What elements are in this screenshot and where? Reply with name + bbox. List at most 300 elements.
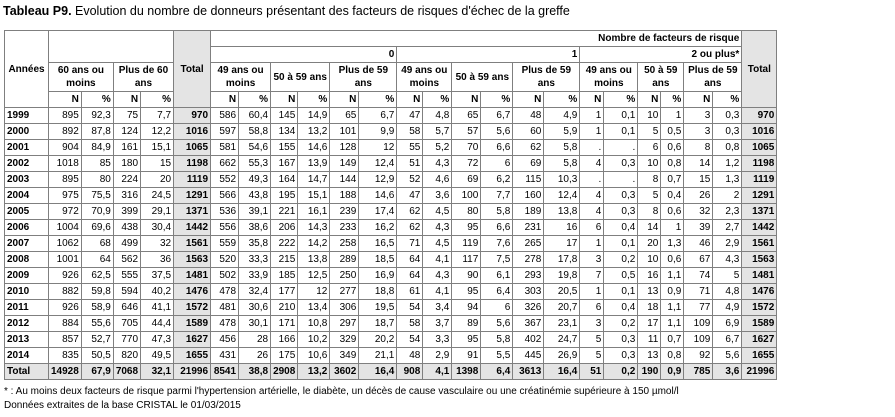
table-cell: 0,7: [661, 332, 684, 348]
table-cell: 52: [397, 172, 423, 188]
table-cell: 62,5: [81, 268, 113, 284]
table-cell: 7,7: [481, 188, 513, 204]
table-row: [5, 188, 777, 204]
total-row: [5, 364, 777, 380]
header-plus-60: Plus de 60 ans: [113, 63, 173, 92]
table-cell: 5,8: [544, 140, 580, 156]
table-cell: 1,1: [661, 316, 684, 332]
table-cell: 1004: [49, 220, 82, 236]
table-cell: 3,7: [423, 316, 452, 332]
row-label: 2008: [5, 252, 49, 268]
table-cell: 278: [513, 252, 544, 268]
table-cell: 10: [638, 108, 661, 124]
table-cell: 6: [481, 300, 513, 316]
table-cell: 19,8: [544, 268, 580, 284]
header-f0-plus-59: Plus de 59 ans: [330, 63, 397, 92]
table-cell: 5,8: [481, 332, 513, 348]
table-cell: 14,9: [298, 108, 330, 124]
table-cell: 67: [684, 252, 713, 268]
table-cell: 13,8: [298, 252, 330, 268]
table-cell: 175: [271, 348, 298, 364]
header-f0-49-moins: 49 ans ou moins: [211, 63, 271, 92]
table-cell: 23,1: [544, 316, 580, 332]
table-cell: .: [604, 172, 638, 188]
table-cell: 37,5: [141, 268, 174, 284]
header-pct: %: [423, 92, 452, 108]
row-total: 1589: [174, 316, 211, 332]
table-cell: 128: [330, 140, 359, 156]
table-cell: 189: [513, 204, 544, 220]
table-cell: 14928: [49, 364, 82, 380]
header-n: N: [211, 92, 239, 108]
table-cell: 1,2: [713, 156, 742, 172]
table-cell: 4,5: [423, 236, 452, 252]
table-cell: 33,3: [239, 252, 271, 268]
row-label: 2006: [5, 220, 49, 236]
table-cell: 0,5: [661, 124, 684, 140]
row-total: 1563: [174, 252, 211, 268]
table-cell: 24,5: [141, 188, 174, 204]
table-cell: 297: [330, 316, 359, 332]
table-cell: 13: [638, 284, 661, 300]
table-cell: 233: [330, 220, 359, 236]
table-cell: 20: [638, 236, 661, 252]
table-cell: 54: [397, 300, 423, 316]
table-cell: 478: [211, 316, 239, 332]
table-cell: 1001: [49, 252, 82, 268]
table-cell: 1: [580, 236, 604, 252]
table-cell: 19,5: [359, 300, 397, 316]
table-cell: 0,1: [604, 236, 638, 252]
table-cell: 14,7: [298, 172, 330, 188]
table-cell: 478: [211, 284, 239, 300]
table-row: [5, 108, 777, 124]
header-pct: %: [481, 92, 513, 108]
table-cell: 10,3: [544, 172, 580, 188]
table-cell: 101: [330, 124, 359, 140]
table-cell: 8: [638, 204, 661, 220]
table-cell: 16,5: [359, 236, 397, 252]
table-cell: 10,8: [298, 316, 330, 332]
table-cell: 329: [330, 332, 359, 348]
table-cell: 41,1: [141, 300, 174, 316]
table-cell: 399: [113, 204, 140, 220]
table-cell: 16: [544, 220, 580, 236]
table-cell: 95: [452, 284, 481, 300]
row-label: 2010: [5, 284, 49, 300]
table-cell: 92,3: [81, 108, 113, 124]
row-total: 1016: [742, 124, 777, 140]
table-cell: 289: [330, 252, 359, 268]
table-cell: 3,6: [713, 364, 742, 380]
row-total: 970: [742, 108, 777, 124]
table-cell: 55,3: [239, 156, 271, 172]
table-cell: 4,8: [713, 284, 742, 300]
table-cell: 62: [397, 204, 423, 220]
table-cell: 5,6: [713, 348, 742, 364]
table-cell: 1018: [49, 156, 82, 172]
table-cell: 6: [580, 220, 604, 236]
table-cell: 13,9: [298, 156, 330, 172]
table-cell: 119: [452, 236, 481, 252]
table-cell: 13,2: [298, 124, 330, 140]
table-cell: 892: [49, 124, 82, 140]
table-cell: 58,8: [239, 124, 271, 140]
table-cell: 0,1: [604, 284, 638, 300]
header-pct: %: [239, 92, 271, 108]
header-60-moins: 60 ans ou moins: [49, 63, 114, 92]
table-cell: 536: [211, 204, 239, 220]
table-cell: 95: [452, 220, 481, 236]
table-cell: 277: [330, 284, 359, 300]
table-cell: 117: [452, 252, 481, 268]
table-row: [5, 284, 777, 300]
table-cell: 326: [513, 300, 544, 316]
table-cell: 581: [211, 140, 239, 156]
table-cell: 10: [638, 156, 661, 172]
table-cell: .: [604, 140, 638, 156]
table-cell: 4,8: [423, 108, 452, 124]
table-cell: 6,4: [481, 284, 513, 300]
row-label: 2005: [5, 204, 49, 220]
table-cell: 7,5: [481, 252, 513, 268]
table-cell: 4,9: [544, 108, 580, 124]
table-cell: 14,3: [298, 220, 330, 236]
table-cell: 6,9: [713, 316, 742, 332]
header-n: N: [452, 92, 481, 108]
table-cell: 43,8: [239, 188, 271, 204]
table-cell: 6,7: [481, 108, 513, 124]
table-cell: 160: [513, 188, 544, 204]
row-total: 1572: [174, 300, 211, 316]
row-total: 1119: [174, 172, 211, 188]
row-total: 1291: [742, 188, 777, 204]
row-label: 2007: [5, 236, 49, 252]
table-cell: 109: [684, 316, 713, 332]
table-cell: 49,5: [141, 348, 174, 364]
table-cell: 15: [684, 172, 713, 188]
row-label: 2000: [5, 124, 49, 140]
table-cell: 904: [49, 140, 82, 156]
table-cell: 0,3: [604, 156, 638, 172]
table-cell: 84,9: [81, 140, 113, 156]
table-cell: 4: [580, 204, 604, 220]
table-title-label: Tableau P9.: [3, 4, 72, 18]
table-cell: 185: [271, 268, 298, 284]
row-total: 1476: [174, 284, 211, 300]
table-cell: 13,4: [298, 300, 330, 316]
table-cell: 303: [513, 284, 544, 300]
table-row: [5, 204, 777, 220]
table-cell: 61: [397, 284, 423, 300]
table-cell: 71: [684, 284, 713, 300]
table-cell: 15,1: [298, 188, 330, 204]
table-cell: 265: [513, 236, 544, 252]
table-cell: 306: [330, 300, 359, 316]
table-cell: 55: [397, 140, 423, 156]
table-cell: 35,8: [239, 236, 271, 252]
table-cell: 30,6: [239, 300, 271, 316]
table-cell: 481: [211, 300, 239, 316]
table-cell: 48: [397, 348, 423, 364]
table-cell: 177: [271, 284, 298, 300]
table-cell: 91: [452, 348, 481, 364]
header-pct: %: [298, 92, 330, 108]
table-cell: 445: [513, 348, 544, 364]
table-row: [5, 156, 777, 172]
table-cell: 95: [452, 332, 481, 348]
table-cell: 5,5: [481, 348, 513, 364]
table-cell: 594: [113, 284, 140, 300]
row-total: 1198: [174, 156, 211, 172]
table-row: [5, 220, 777, 236]
table-cell: 16,1: [298, 204, 330, 220]
row-total: 1442: [742, 220, 777, 236]
table-cell: 17,4: [359, 204, 397, 220]
table-cell: 33,9: [239, 268, 271, 284]
table-cell: 144: [330, 172, 359, 188]
table-cell: 6,4: [481, 364, 513, 380]
table-cell: 972: [49, 204, 82, 220]
table-cell: 75,5: [81, 188, 113, 204]
table-cell: 7,6: [481, 236, 513, 252]
table-cell: 3: [580, 252, 604, 268]
table-cell: 4,1: [423, 284, 452, 300]
table-cell: 402: [513, 332, 544, 348]
table-cell: 1: [661, 220, 684, 236]
table-cell: 0,6: [661, 204, 684, 220]
table-cell: 3: [684, 124, 713, 140]
table-cell: 705: [113, 316, 140, 332]
table-cell: 0,3: [604, 332, 638, 348]
table-cell: 884: [49, 316, 82, 332]
row-total: 1561: [174, 236, 211, 252]
table-cell: 12: [298, 284, 330, 300]
table-cell: 1,1: [661, 300, 684, 316]
table-cell: 62: [513, 140, 544, 156]
table-cell: 38,6: [239, 220, 271, 236]
table-cell: 556: [211, 220, 239, 236]
table-cell: 502: [211, 268, 239, 284]
header-pct: %: [604, 92, 638, 108]
table-cell: 3: [580, 316, 604, 332]
table-cell: 145: [271, 108, 298, 124]
table-cell: 14,6: [359, 188, 397, 204]
row-total: 1371: [742, 204, 777, 220]
table-cell: 64: [81, 252, 113, 268]
table-cell: 7068: [113, 364, 140, 380]
table-cell: 32,1: [141, 364, 174, 380]
header-n: N: [49, 92, 82, 108]
table-cell: 10: [638, 252, 661, 268]
table-cell: 1: [580, 108, 604, 124]
table-cell: 20,5: [544, 284, 580, 300]
table-cell: 1: [580, 124, 604, 140]
donor-risk-table: [4, 30, 777, 380]
table-cell: 2,9: [713, 236, 742, 252]
table-cell: 5,8: [544, 156, 580, 172]
table-cell: 231: [513, 220, 544, 236]
table-cell: 5,6: [481, 316, 513, 332]
table-cell: 431: [211, 348, 239, 364]
table-cell: 47: [397, 108, 423, 124]
row-label: 2009: [5, 268, 49, 284]
table-cell: 5,7: [423, 124, 452, 140]
table-cell: 0,4: [604, 300, 638, 316]
table-cell: 171: [271, 316, 298, 332]
table-cell: 39,1: [239, 204, 271, 220]
table-cell: 74: [684, 268, 713, 284]
row-total: 1481: [174, 268, 211, 284]
table-cell: 6,6: [481, 220, 513, 236]
table-cell: .: [580, 140, 604, 156]
table-cell: 26: [239, 348, 271, 364]
table-cell: 882: [49, 284, 82, 300]
table-cell: 58: [397, 124, 423, 140]
row-label: 2014: [5, 348, 49, 364]
table-cell: 20: [141, 172, 174, 188]
table-cell: 8: [684, 140, 713, 156]
table-cell: 6,2: [481, 172, 513, 188]
table-cell: 1,1: [661, 268, 684, 284]
header-pct: %: [713, 92, 742, 108]
table-cell: 0,3: [713, 108, 742, 124]
table-cell: 224: [113, 172, 140, 188]
table-cell: 14: [638, 220, 661, 236]
table-cell: 5: [713, 268, 742, 284]
row-total: 1291: [174, 188, 211, 204]
table-cell: 0,4: [661, 188, 684, 204]
table-cell: 222: [271, 236, 298, 252]
table-cell: 26: [684, 188, 713, 204]
table-cell: 40,2: [141, 284, 174, 300]
table-cell: 92: [684, 348, 713, 364]
table-cell: 51: [580, 364, 604, 380]
table-cell: 17: [638, 316, 661, 332]
table-cell: 4,1: [423, 364, 452, 380]
table-row: [5, 300, 777, 316]
header-total-left: Total: [174, 31, 211, 108]
table-cell: 1: [580, 284, 604, 300]
table-cell: 895: [49, 108, 82, 124]
table-cell: 785: [684, 364, 713, 380]
table-cell: 47: [397, 188, 423, 204]
table-cell: 926: [49, 300, 82, 316]
table-cell: 4: [580, 188, 604, 204]
table-cell: 4,3: [423, 220, 452, 236]
table-cell: 12,9: [359, 172, 397, 188]
table-cell: 12,5: [298, 268, 330, 284]
table-cell: 36: [141, 252, 174, 268]
table-cell: 499: [113, 236, 140, 252]
table-cell: 0,8: [713, 140, 742, 156]
header-f1-50-59: 50 à 59 ans: [452, 63, 513, 92]
table-cell: 1398: [452, 364, 481, 380]
table-cell: 597: [211, 124, 239, 140]
table-cell: 13,8: [544, 204, 580, 220]
table-cell: 55,6: [81, 316, 113, 332]
table-cell: 1: [661, 108, 684, 124]
header-n: N: [397, 92, 423, 108]
row-total: 1561: [742, 236, 777, 252]
table-cell: 39: [684, 220, 713, 236]
table-cell: 293: [513, 268, 544, 284]
table-cell: 0,2: [604, 364, 638, 380]
table-cell: 0,2: [604, 316, 638, 332]
row-label: 2002: [5, 156, 49, 172]
table-cell: 258: [330, 236, 359, 252]
row-total: 1655: [742, 348, 777, 364]
table-cell: 0,7: [661, 172, 684, 188]
row-total: 1481: [742, 268, 777, 284]
table-cell: 4,1: [423, 252, 452, 268]
table-cell: 3602: [330, 364, 359, 380]
table-cell: 3613: [513, 364, 544, 380]
table-cell: 6: [580, 300, 604, 316]
table-cell: 18: [638, 300, 661, 316]
table-cell: 155: [271, 140, 298, 156]
table-cell: 367: [513, 316, 544, 332]
table-cell: 18,5: [359, 252, 397, 268]
table-cell: 58,9: [81, 300, 113, 316]
table-cell: 5,2: [423, 140, 452, 156]
table-cell: 908: [397, 364, 423, 380]
table-cell: 0,6: [661, 252, 684, 268]
row-label: 2003: [5, 172, 49, 188]
table-cell: 13: [638, 348, 661, 364]
table-cell: 4,3: [423, 156, 452, 172]
table-cell: 7,7: [141, 108, 174, 124]
table-cell: 17,8: [544, 252, 580, 268]
table-cell: 2,3: [713, 204, 742, 220]
table-cell: 4: [580, 156, 604, 172]
table-cell: 662: [211, 156, 239, 172]
table-cell: 5: [638, 124, 661, 140]
table-cell: 30,4: [141, 220, 174, 236]
table-cell: 50,5: [81, 348, 113, 364]
row-total: 1442: [174, 220, 211, 236]
table-cell: 586: [211, 108, 239, 124]
table-cell: 12,4: [544, 188, 580, 204]
table-cell: 2,7: [713, 220, 742, 236]
row-label: 2004: [5, 188, 49, 204]
table-cell: 14: [684, 156, 713, 172]
header-nb-facteurs: Nombre de facteurs de risque: [211, 31, 742, 47]
table-cell: 180: [113, 156, 140, 172]
table-cell: 64: [397, 268, 423, 284]
table-cell: 4,5: [423, 204, 452, 220]
table-cell: 124: [113, 124, 140, 140]
table-cell: 0,9: [661, 364, 684, 380]
table-cell: 10,2: [298, 332, 330, 348]
row-total: 970: [174, 108, 211, 124]
table-cell: 32: [684, 204, 713, 220]
table-cell: 70: [452, 140, 481, 156]
row-total: 1371: [174, 204, 211, 220]
table-cell: 857: [49, 332, 82, 348]
table-cell: 21996: [174, 364, 211, 380]
table-cell: 64: [397, 252, 423, 268]
table-cell: 20,2: [359, 332, 397, 348]
table-cell: 820: [113, 348, 140, 364]
table-cell: 32: [141, 236, 174, 252]
table-cell: 1062: [49, 236, 82, 252]
table-cell: 69,6: [81, 220, 113, 236]
table-cell: 18,8: [359, 284, 397, 300]
table-cell: 190: [638, 364, 661, 380]
header-f0-50-59: 50 à 59 ans: [271, 63, 330, 92]
table-cell: 46: [684, 236, 713, 252]
